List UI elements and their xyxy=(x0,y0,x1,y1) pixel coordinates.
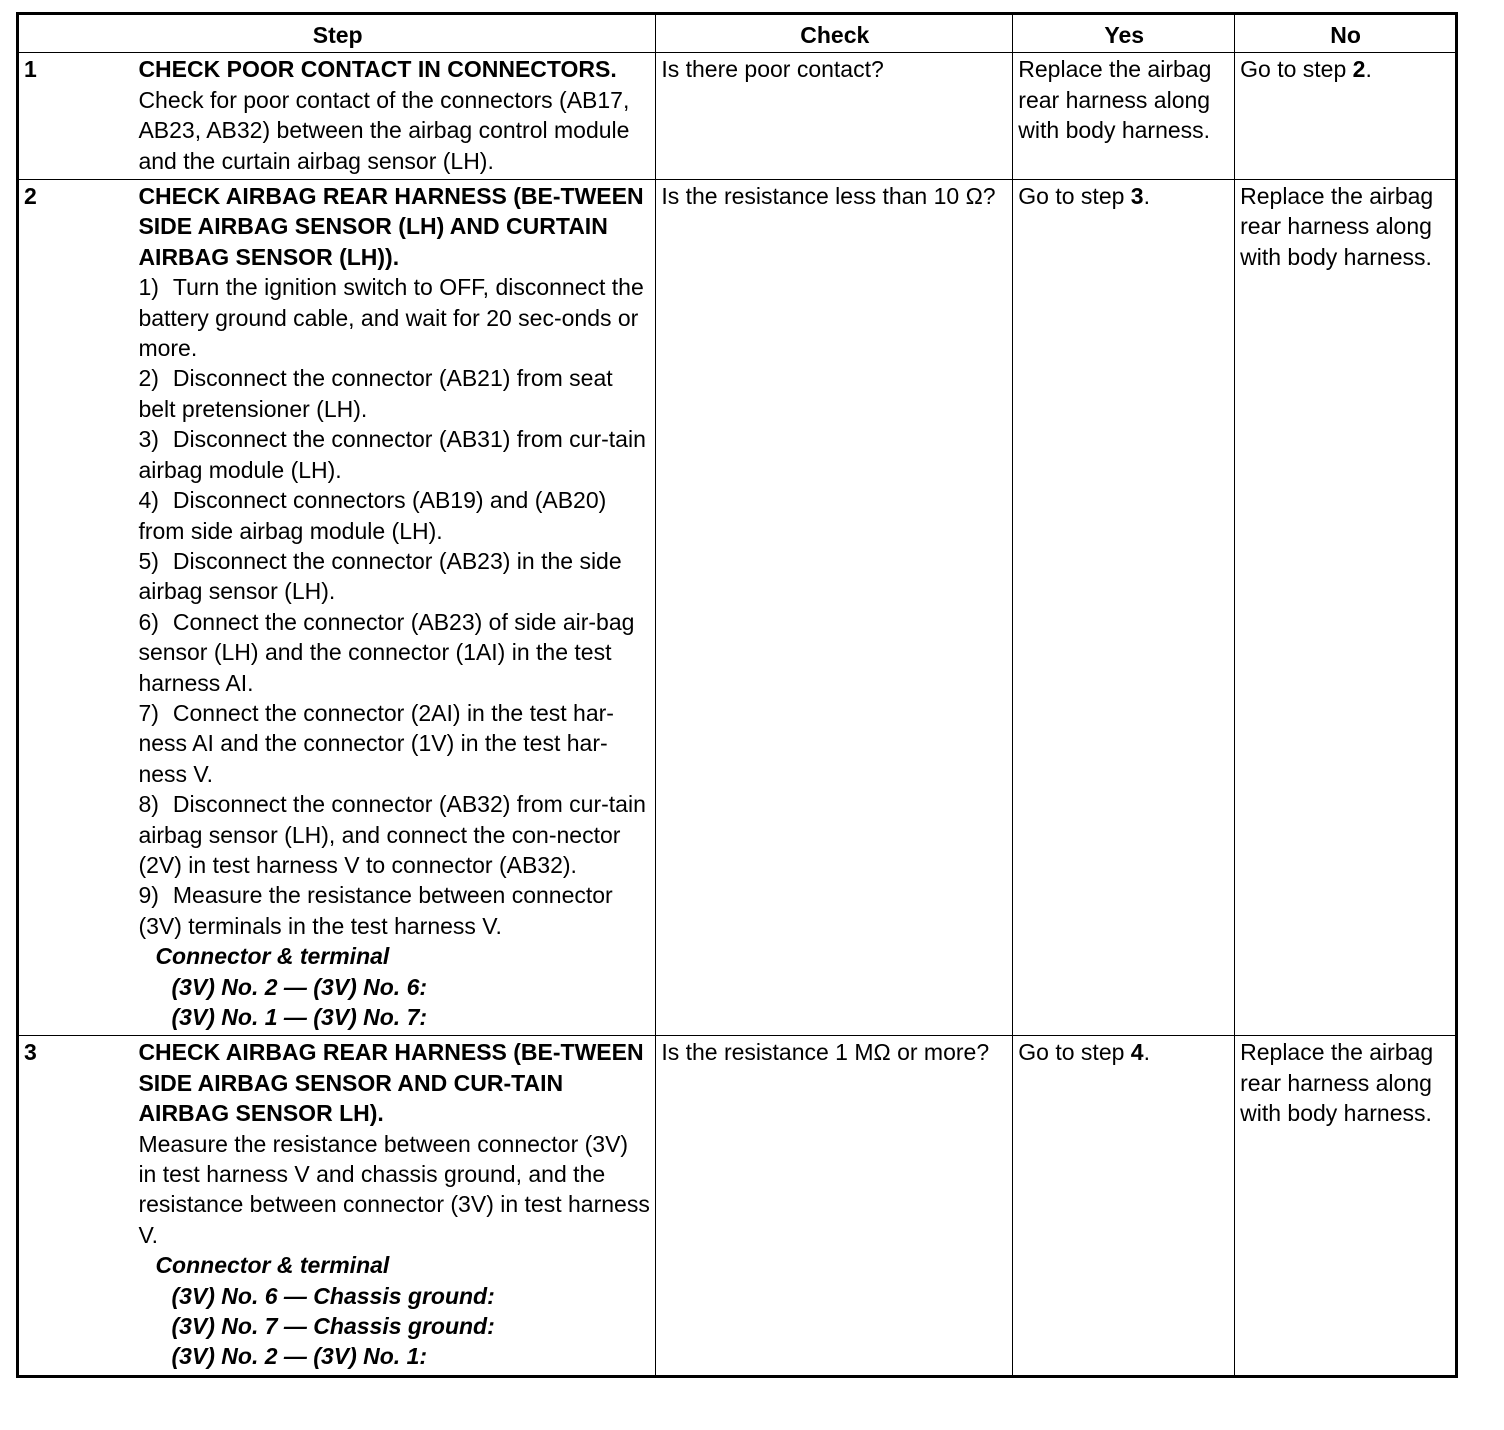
yes-prefix: Go to step xyxy=(1018,183,1131,210)
substep xyxy=(138,363,651,424)
step-title: CHECK POOR CONTACT IN CONNECTORS. xyxy=(138,56,617,83)
substep xyxy=(138,698,651,789)
check-cell: Is the resistance less than 10 Ω? xyxy=(656,180,1013,1036)
check-cell: Is the resistance 1 MΩ or more? xyxy=(656,1036,1013,1376)
spec-item: (3V) No. 2 — (3V) No. 6: xyxy=(171,973,428,1000)
step-title: CHECK AIRBAG REAR HARNESS (BE-TWEEN SIDE AIRBAG SENSOR (LH) AND CURTAIN AIRBAG SENSOR (LH)). xyxy=(138,183,644,270)
substep xyxy=(138,272,651,363)
no-cell xyxy=(1235,53,1457,180)
substep xyxy=(138,424,651,485)
substep-text: Connect the connector (2AI) in the test har-ness AI and the connector (1V) in the test har-ness V. xyxy=(138,699,614,787)
substep-text: Connect the connector (AB23) of side air-bag sensor (LH) and the connector (1AI) in the test harness AI. xyxy=(138,608,635,696)
step-description: Check for poor contact of the connectors (AB17, AB23, AB32) between the airbag control module and the curtain airbag sensor (LH). xyxy=(138,86,630,174)
spec-heading: Connector & terminal xyxy=(155,943,390,970)
header-no: No xyxy=(1235,14,1457,53)
substep-text: Measure the resistance between connector (3V) terminals in the test harness V. xyxy=(138,882,613,939)
yes-prefix: Go to step xyxy=(1018,1039,1131,1066)
substep-number: 4) xyxy=(138,487,159,514)
substep-number: 8) xyxy=(138,791,159,818)
step-content xyxy=(130,53,655,180)
step-ref-link: 3 xyxy=(1130,183,1144,210)
spec-item: (3V) No. 2 — (3V) No. 1: xyxy=(171,1343,428,1370)
step-ref-link: 4 xyxy=(1130,1039,1144,1066)
step-number: 1 xyxy=(18,53,131,180)
substep-text: Disconnect the connector (AB21) from seat belt pretensioner (LH). xyxy=(138,365,613,422)
table-row xyxy=(18,180,1457,1036)
substep xyxy=(138,546,651,607)
no-cell: Replace the airbag rear harness along with body harness. xyxy=(1235,1036,1457,1376)
step-number: 3 xyxy=(18,1036,131,1376)
diagnostic-table xyxy=(16,12,1458,1378)
substep-number: 5) xyxy=(138,547,159,574)
yes-cell: Replace the airbag rear harness along with body harness. xyxy=(1013,53,1235,180)
step-ref-link: 2 xyxy=(1352,56,1366,83)
substep-text: Disconnect connectors (AB19) and (AB20) from side airbag module (LH). xyxy=(138,487,607,544)
substep-number: 1) xyxy=(138,274,159,301)
yes-cell xyxy=(1013,1036,1235,1376)
step-content xyxy=(130,180,655,1036)
substep-text: Disconnect the connector (AB32) from cur-tain airbag sensor (LH), and connect the con-nector (2V) in test harness V to connector (AB32). xyxy=(138,791,646,878)
check-cell: Is there poor contact? xyxy=(656,53,1013,180)
yes-suffix: . xyxy=(1143,183,1150,210)
step-number: 2 xyxy=(18,180,131,1036)
substep xyxy=(138,880,651,941)
spec-item: (3V) No. 1 — (3V) No. 7: xyxy=(171,1004,428,1030)
substep-number: 2) xyxy=(138,365,159,392)
substep-text: Disconnect the connector (AB23) in the side airbag sensor (LH). xyxy=(138,547,622,605)
yes-cell xyxy=(1013,180,1235,1036)
substep-number: 3) xyxy=(138,426,159,453)
table-row xyxy=(18,1036,1457,1376)
substep xyxy=(138,485,651,546)
spec-item: (3V) No. 7 — Chassis ground: xyxy=(171,1313,495,1340)
substep xyxy=(138,789,651,880)
yes-suffix: . xyxy=(1143,1039,1150,1066)
header-yes: Yes xyxy=(1013,14,1235,53)
substep-number: 6) xyxy=(138,608,159,635)
no-cell: Replace the airbag rear harness along with body harness. xyxy=(1235,180,1457,1036)
step-description: Measure the resistance between connector (3V) in test harness V and chassis ground, and the resistance between connector (3V) in test harness V. xyxy=(138,1130,650,1248)
substep-text: Disconnect the connector (AB31) from cur-tain airbag module (LH). xyxy=(138,426,646,483)
substep xyxy=(138,607,651,698)
header-step: Step xyxy=(18,14,656,53)
header-check: Check xyxy=(656,14,1013,53)
step-title: CHECK AIRBAG REAR HARNESS (BE-TWEEN SIDE AIRBAG SENSOR AND CUR-TAIN AIRBAG SENSOR LH). xyxy=(138,1039,644,1127)
no-prefix: Go to step xyxy=(1240,56,1353,83)
header-row xyxy=(18,14,1457,53)
spec-item: (3V) No. 6 — Chassis ground: xyxy=(171,1282,495,1309)
table-row xyxy=(18,53,1457,180)
substep-text: Turn the ignition switch to OFF, disconnect the battery ground cable, and wait for 20 sec-onds or more. xyxy=(138,274,644,362)
spec-heading: Connector & terminal xyxy=(155,1252,390,1279)
no-suffix: . xyxy=(1365,56,1372,83)
substep-number: 9) xyxy=(138,882,159,909)
substep-number: 7) xyxy=(138,699,159,726)
step-content xyxy=(130,1036,655,1376)
